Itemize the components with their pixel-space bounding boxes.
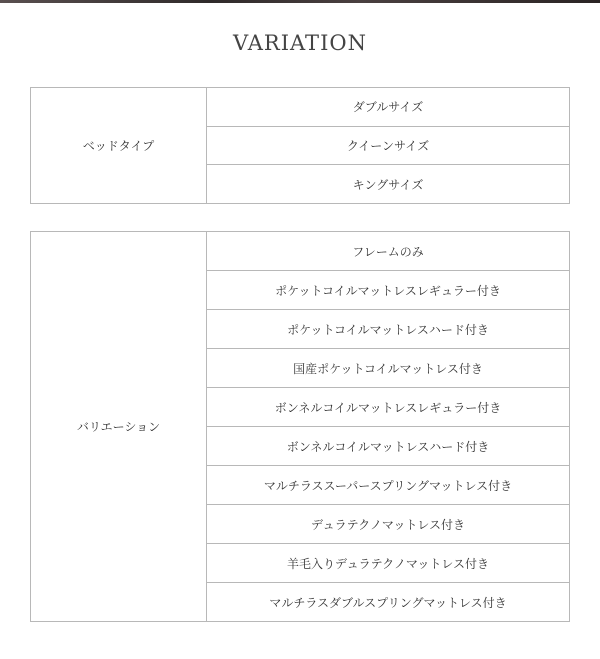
variation-option: フレームのみ: [207, 232, 569, 271]
bed-type-label: ベッドタイプ: [31, 88, 207, 203]
bed-type-option: クイーンサイズ: [207, 127, 569, 166]
variation-options: [207, 232, 569, 621]
variation-option: ボンネルコイルマットレスレギュラー付き: [207, 388, 569, 427]
variation-option: 国産ポケットコイルマットレス付き: [207, 349, 569, 388]
variation-option: マルチラススーパースプリングマットレス付き: [207, 466, 569, 505]
bed-type-options: [207, 88, 569, 203]
variation-option: ポケットコイルマットレスハード付き: [207, 310, 569, 349]
variation-option: マルチラスダブルスプリングマットレス付き: [269, 595, 507, 610]
bed-type-option: ダブルサイズ: [207, 88, 569, 127]
bed-type-option: キングサイズ: [352, 177, 424, 192]
variation-option: 羊毛入りデュラテクノマットレス付き: [207, 544, 569, 583]
variation-option: ボンネルコイルマットレスハード付き: [207, 427, 569, 466]
top-decorative-bar: [0, 0, 600, 3]
variation-table: [30, 231, 570, 622]
bed-type-table: [30, 87, 570, 204]
variation-option: デュラテクノマットレス付き: [207, 505, 569, 544]
variation-label: バリエーション: [31, 232, 207, 621]
variation-option: ポケットコイルマットレスレギュラー付き: [207, 271, 569, 310]
page-title: VARIATION: [233, 31, 367, 55]
